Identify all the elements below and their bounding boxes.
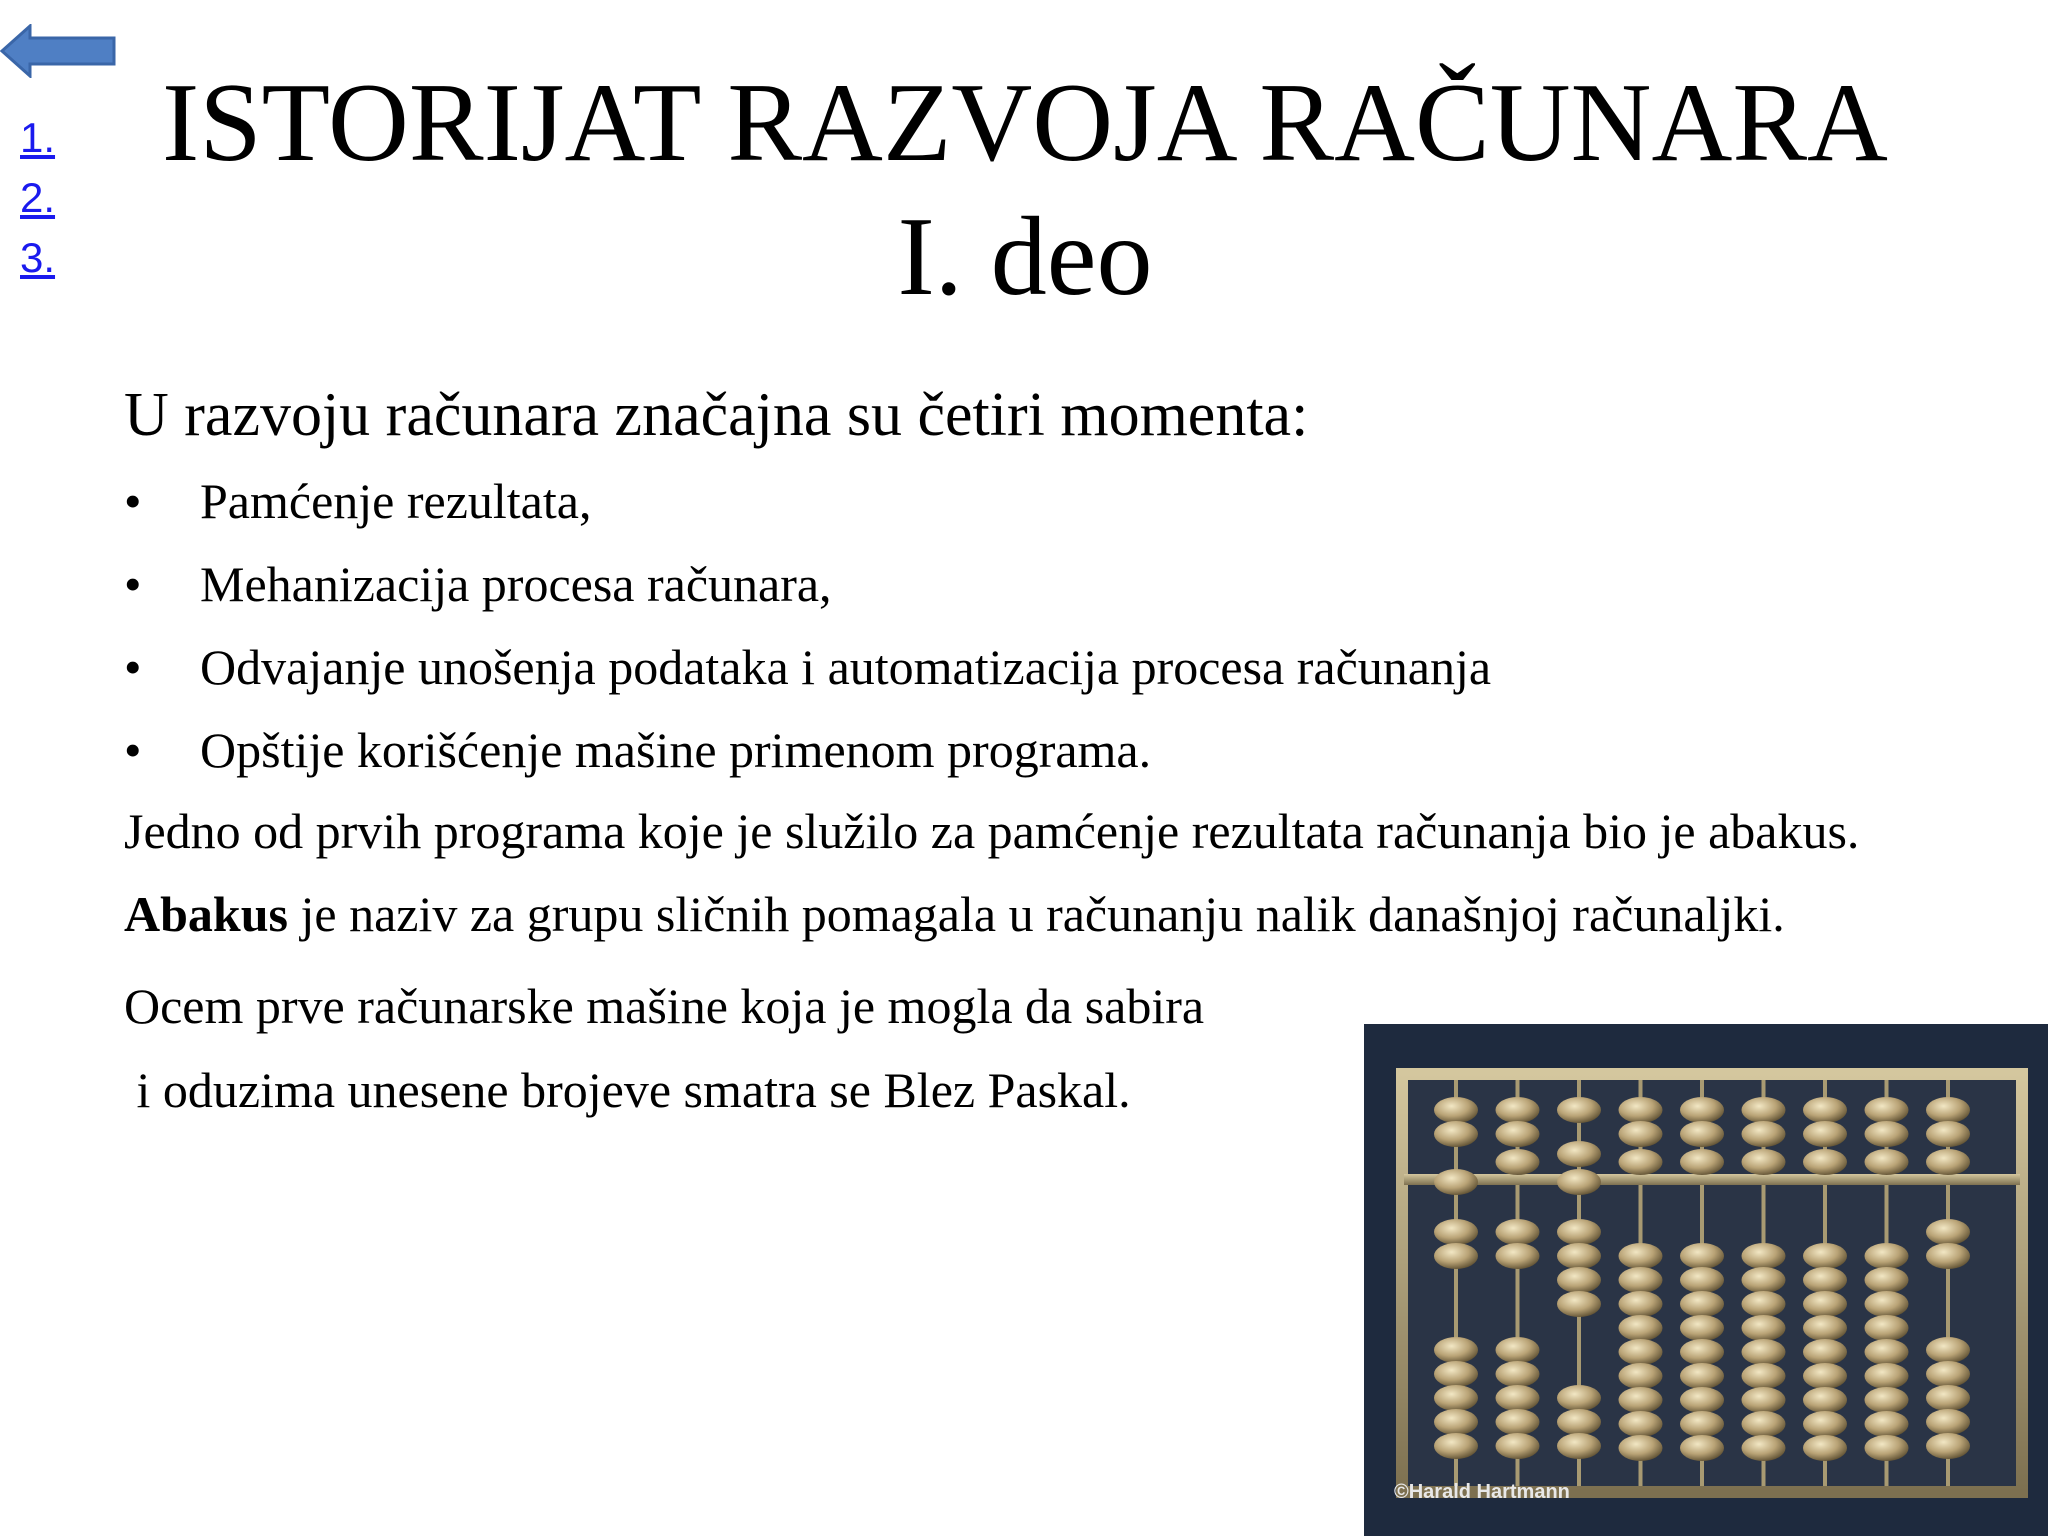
abacus-bead bbox=[1619, 1121, 1663, 1147]
abacus-bead bbox=[1619, 1149, 1663, 1175]
abacus-bead bbox=[1434, 1097, 1478, 1123]
list-item: • Mehanizacija procesa računara, bbox=[124, 543, 1924, 626]
abacus-bead bbox=[1865, 1149, 1909, 1175]
abacus-bead bbox=[1865, 1097, 1909, 1123]
abacus-bead bbox=[1557, 1385, 1601, 1411]
paragraph-pascal-line2: i oduzima unesene brojeve smatra se Blez Paskal. bbox=[124, 1062, 1131, 1118]
abacus-bead bbox=[1680, 1339, 1724, 1365]
abacus-bead bbox=[1434, 1337, 1478, 1363]
abacus-bead bbox=[1680, 1387, 1724, 1413]
abacus-bead bbox=[1619, 1291, 1663, 1317]
abacus-bead bbox=[1742, 1363, 1786, 1389]
abacus-bead bbox=[1434, 1361, 1478, 1387]
abacus-bead bbox=[1803, 1243, 1847, 1269]
abacus-bead bbox=[1926, 1219, 1970, 1245]
slide-title bbox=[130, 56, 1920, 324]
back-arrow-icon[interactable] bbox=[0, 24, 118, 78]
abacus-bead bbox=[1742, 1315, 1786, 1341]
abacus-bead bbox=[1496, 1433, 1540, 1459]
intro-text: U razvoju računara značajna su četiri momenta: bbox=[124, 381, 1309, 449]
abacus-bead bbox=[1557, 1243, 1601, 1269]
abacus-bead bbox=[1803, 1411, 1847, 1437]
abacus-bead bbox=[1496, 1385, 1540, 1411]
abacus-bead bbox=[1680, 1121, 1724, 1147]
abacus-bead bbox=[1557, 1219, 1601, 1245]
abacus-bead bbox=[1557, 1141, 1601, 1167]
abacus-bead bbox=[1742, 1121, 1786, 1147]
abacus-bead bbox=[1926, 1097, 1970, 1123]
abacus-bead bbox=[1496, 1121, 1540, 1147]
abacus-bead bbox=[1496, 1219, 1540, 1245]
abacus-bead bbox=[1742, 1291, 1786, 1317]
abacus-bead bbox=[1926, 1385, 1970, 1411]
abacus-bead bbox=[1680, 1243, 1724, 1269]
abacus-bead bbox=[1865, 1315, 1909, 1341]
photo-credit: ©Harald Hartmann bbox=[1394, 1481, 1570, 1503]
abacus-bead bbox=[1557, 1433, 1601, 1459]
abacus-bead bbox=[1680, 1315, 1724, 1341]
abacus-bead bbox=[1742, 1435, 1786, 1461]
abacus-bead bbox=[1865, 1435, 1909, 1461]
abacus-bead bbox=[1557, 1267, 1601, 1293]
abacus-bead bbox=[1803, 1149, 1847, 1175]
abacus-bead bbox=[1742, 1243, 1786, 1269]
abacus-bead bbox=[1926, 1337, 1970, 1363]
abacus-bead bbox=[1680, 1411, 1724, 1437]
abacus-bead bbox=[1803, 1097, 1847, 1123]
abacus-bead bbox=[1742, 1339, 1786, 1365]
abacus-bead bbox=[1865, 1291, 1909, 1317]
abacus-bead bbox=[1865, 1267, 1909, 1293]
abacus-bead bbox=[1557, 1097, 1601, 1123]
paragraph-abacus-intro: Jedno od prvih programa koje je služilo za pamćenje rezultata računanja bio je abakus. bbox=[124, 803, 1860, 859]
list-item: • Opštije korišćenje mašine primenom programa. bbox=[124, 709, 1924, 792]
abacus-bead bbox=[1496, 1409, 1540, 1435]
list-item: • Pamćenje rezultata, bbox=[124, 460, 1924, 543]
abacus-bead bbox=[1496, 1149, 1540, 1175]
abacus-bead bbox=[1865, 1121, 1909, 1147]
abacus-bead bbox=[1680, 1435, 1724, 1461]
slide-nav bbox=[20, 108, 55, 288]
abacus-bead bbox=[1742, 1267, 1786, 1293]
nav-link-2[interactable]: 2. bbox=[20, 174, 56, 221]
abacus-bead bbox=[1803, 1387, 1847, 1413]
abacus-bead bbox=[1496, 1097, 1540, 1123]
slide-body bbox=[124, 370, 1924, 1132]
abacus-bead bbox=[1557, 1409, 1601, 1435]
abacus-bead bbox=[1619, 1411, 1663, 1437]
nav-link-3[interactable]: 3. bbox=[20, 234, 56, 281]
abacus-bead bbox=[1926, 1361, 1970, 1387]
abacus-photo bbox=[1364, 1024, 2048, 1536]
bullet-list bbox=[124, 460, 1924, 792]
abacus-bead bbox=[1619, 1387, 1663, 1413]
abacus-bead bbox=[1803, 1339, 1847, 1365]
abacus-bead bbox=[1803, 1435, 1847, 1461]
abacus-bead bbox=[1619, 1339, 1663, 1365]
abacus-bead bbox=[1803, 1315, 1847, 1341]
abacus-bead bbox=[1496, 1361, 1540, 1387]
abacus-bead bbox=[1434, 1243, 1478, 1269]
bullet-dot: • bbox=[124, 722, 142, 778]
abacus-bead bbox=[1803, 1291, 1847, 1317]
abacus-bead bbox=[1557, 1291, 1601, 1317]
abacus-term: Abakus bbox=[124, 886, 288, 942]
abacus-bead bbox=[1926, 1409, 1970, 1435]
abacus-bead bbox=[1742, 1387, 1786, 1413]
abacus-bead bbox=[1680, 1291, 1724, 1317]
abacus-bead bbox=[1865, 1387, 1909, 1413]
abacus-bead bbox=[1865, 1243, 1909, 1269]
paragraph-pascal-line1: Ocem prve računarske mašine koja je mogla da sabira bbox=[124, 978, 1205, 1034]
abacus-bead bbox=[1434, 1169, 1478, 1195]
abacus-bead bbox=[1619, 1243, 1663, 1269]
abacus-bead bbox=[1434, 1219, 1478, 1245]
abacus-bead bbox=[1865, 1363, 1909, 1389]
abacus-bead bbox=[1434, 1409, 1478, 1435]
bullet-dot: • bbox=[124, 556, 142, 612]
abacus-bead bbox=[1434, 1433, 1478, 1459]
nav-link-1[interactable]: 1. bbox=[20, 114, 56, 161]
abacus-bead bbox=[1619, 1097, 1663, 1123]
abacus-bead bbox=[1619, 1267, 1663, 1293]
abacus-bead bbox=[1496, 1337, 1540, 1363]
abacus-bead bbox=[1926, 1149, 1970, 1175]
abacus-bead bbox=[1926, 1121, 1970, 1147]
abacus-bead bbox=[1619, 1315, 1663, 1341]
abacus-bead bbox=[1742, 1149, 1786, 1175]
paragraph-abacus-def: Abakus je naziv za grupu sličnih pomagala u računanju nalik današnjoj računaljki. bbox=[124, 886, 1785, 942]
abacus-bead bbox=[1680, 1149, 1724, 1175]
abacus-bead bbox=[1496, 1243, 1540, 1269]
slide-title-line2: I. deo bbox=[897, 195, 1153, 319]
abacus-bead bbox=[1803, 1363, 1847, 1389]
abacus-bead bbox=[1865, 1411, 1909, 1437]
bullet-dot: • bbox=[124, 639, 142, 695]
abacus-bead bbox=[1680, 1363, 1724, 1389]
abacus-bead bbox=[1926, 1433, 1970, 1459]
abacus-bead bbox=[1803, 1121, 1847, 1147]
list-item: • Odvajanje unošenja podataka i automatizacija procesa računanja bbox=[124, 626, 1924, 709]
abacus-bead bbox=[1619, 1363, 1663, 1389]
slide-title-line1: ISTORIJAT RAZVOJA RAČUNARA bbox=[162, 61, 1888, 185]
abacus-bead bbox=[1434, 1121, 1478, 1147]
bullet-dot: • bbox=[124, 473, 142, 529]
abacus-bead bbox=[1742, 1411, 1786, 1437]
abacus-bead bbox=[1742, 1097, 1786, 1123]
abacus-bead bbox=[1680, 1267, 1724, 1293]
abacus-bead bbox=[1865, 1339, 1909, 1365]
abacus-bead bbox=[1434, 1385, 1478, 1411]
abacus-bead bbox=[1619, 1435, 1663, 1461]
abacus-bead bbox=[1803, 1267, 1847, 1293]
abacus-bead bbox=[1557, 1169, 1601, 1195]
abacus-bead bbox=[1680, 1097, 1724, 1123]
abacus-bead bbox=[1926, 1243, 1970, 1269]
